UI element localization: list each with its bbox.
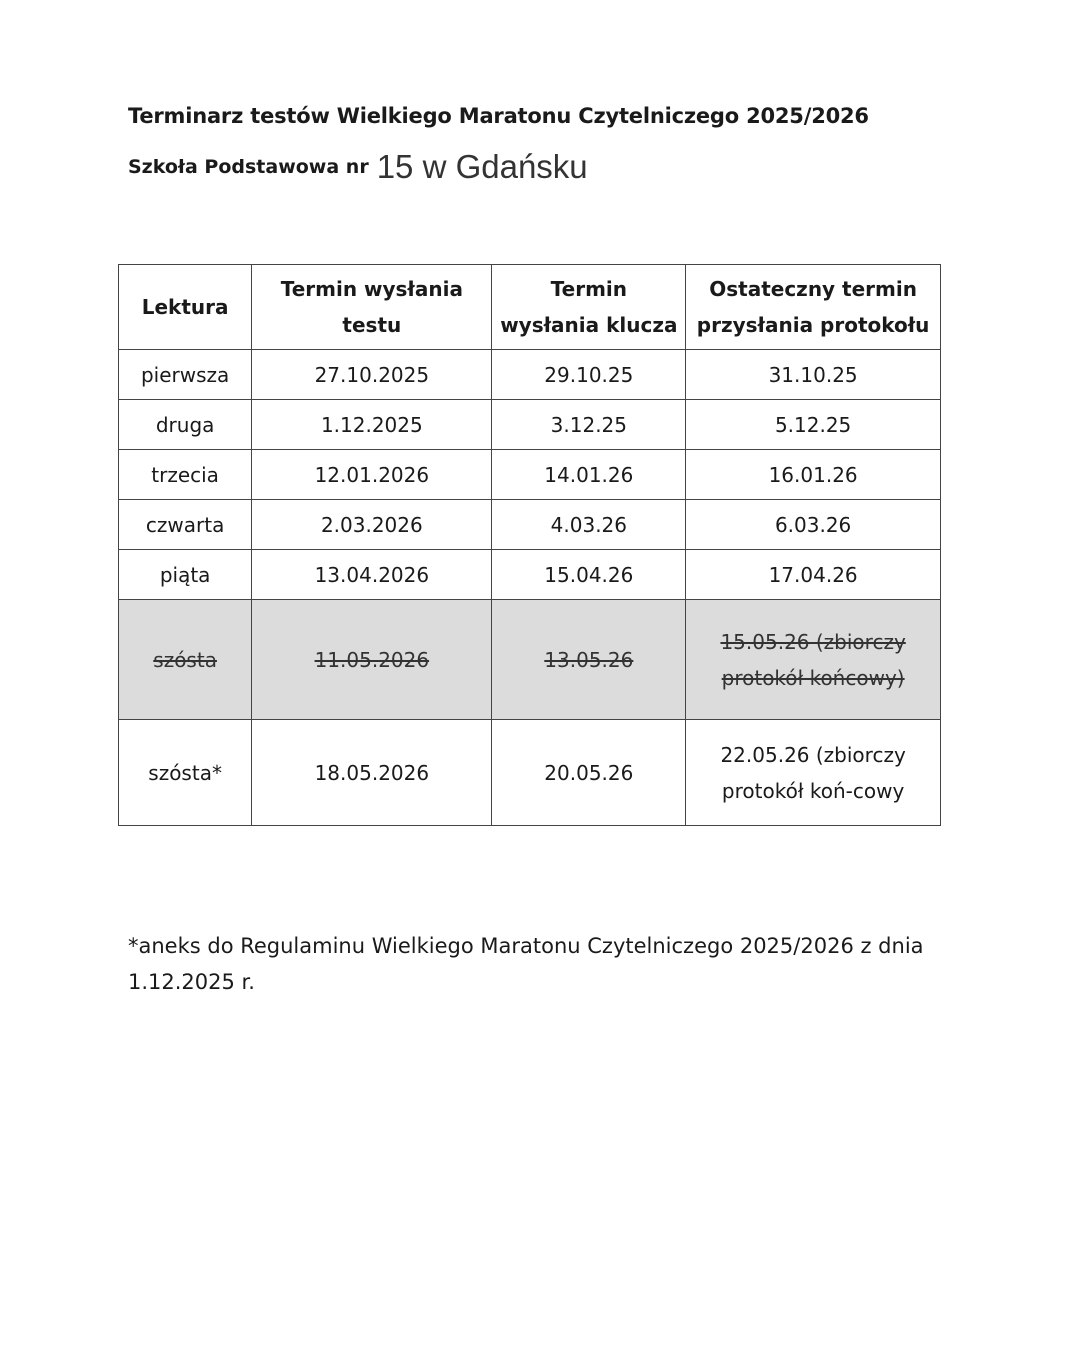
cell-lektura: szósta* — [119, 720, 252, 826]
table-row — [119, 550, 941, 600]
table-row — [119, 720, 941, 826]
header-termin-protokolu: Ostateczny termin przysłania protokołu — [686, 265, 941, 350]
cell-test: 18.05.2026 — [252, 720, 492, 826]
cell-test: 27.10.2025 — [252, 350, 492, 400]
table-row — [119, 500, 941, 550]
document-title: Terminarz testów Wielkiego Maratonu Czytelniczego 2025/2026 — [128, 104, 869, 128]
cell-protokol: 22.05.26 (zbiorczy protokół koń-cowy — [686, 720, 941, 826]
cell-lektura: piąta — [119, 550, 252, 600]
cell-test: 1.12.2025 — [252, 400, 492, 450]
cell-test: 13.04.2026 — [252, 550, 492, 600]
cell-protokol: 31.10.25 — [686, 350, 941, 400]
cell-protokol: 16.01.26 — [686, 450, 941, 500]
cell-klucz: 14.01.26 — [492, 450, 686, 500]
cell-lektura: pierwsza — [119, 350, 252, 400]
cell-test: 12.01.2026 — [252, 450, 492, 500]
cell-lektura: trzecia — [119, 450, 252, 500]
cell-lektura: szósta — [119, 600, 252, 720]
table-row — [119, 400, 941, 450]
cell-protokol: 5.12.25 — [686, 400, 941, 450]
cell-lektura: druga — [119, 400, 252, 450]
table-row-cancelled — [119, 600, 941, 720]
schedule-table — [118, 264, 941, 826]
cell-test: 11.05.2026 — [252, 600, 492, 720]
cell-test: 2.03.2026 — [252, 500, 492, 550]
cell-klucz: 3.12.25 — [492, 400, 686, 450]
cell-protokol: 17.04.26 — [686, 550, 941, 600]
cell-lektura: czwarta — [119, 500, 252, 550]
header-lektura: Lektura — [119, 265, 252, 350]
school-prefix: Szkoła Podstawowa nr — [128, 156, 369, 178]
cell-klucz: 20.05.26 — [492, 720, 686, 826]
table-row — [119, 450, 941, 500]
cell-klucz: 13.05.26 — [492, 600, 686, 720]
cell-klucz: 15.04.26 — [492, 550, 686, 600]
school-name: 15 w Gdańsku — [376, 148, 588, 185]
cell-protokol: 15.05.26 (zbiorczy protokół końcowy) — [686, 600, 941, 720]
table-header-row — [119, 265, 941, 350]
cell-klucz: 4.03.26 — [492, 500, 686, 550]
table-row — [119, 350, 941, 400]
school-line — [128, 148, 588, 186]
cell-klucz: 29.10.25 — [492, 350, 686, 400]
header-termin-testu: Termin wysłania testu — [252, 265, 492, 350]
footnote: *aneks do Regulaminu Wielkiego Maratonu Czytelniczego 2025/2026 z dnia 1.12.2025 r. — [128, 934, 924, 994]
cell-protokol: 6.03.26 — [686, 500, 941, 550]
header-termin-klucza: Termin wysłania klucza — [492, 265, 686, 350]
